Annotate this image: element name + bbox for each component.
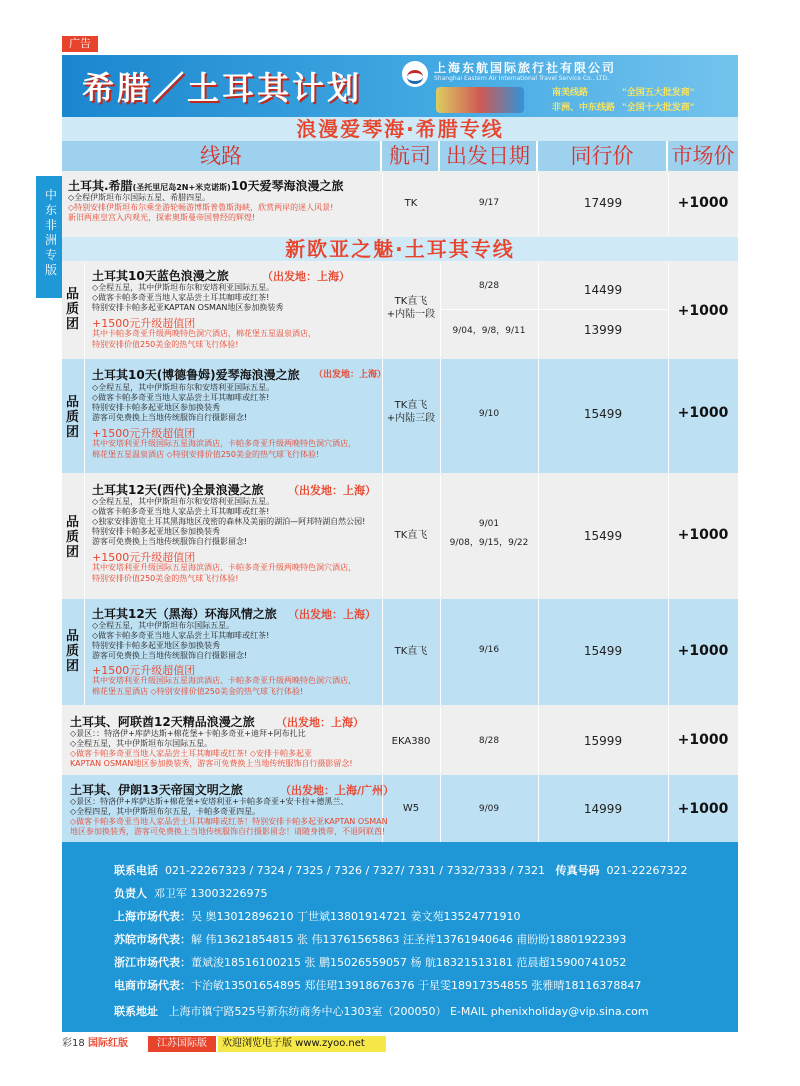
upgrade-detail: 其中安塔利亚升级国际五星海滨酒店，卡帕多奇亚升级两晚特色洞穴酒店，	[92, 439, 356, 448]
side-tab-char: 东	[44, 203, 57, 217]
contact-footer	[62, 842, 738, 1032]
route-detail: KAPTAN OSMAN地区参加换装秀，游客可免费换上当地传统服饰自行摄影留念!	[70, 759, 353, 768]
table-row	[62, 707, 738, 773]
date-cell: 9/08，9/15，9/22	[449, 538, 529, 548]
airline-cell: EKA380	[391, 736, 431, 747]
badge-top-ten: "全国十大批发商"	[622, 103, 695, 113]
badge-africa-middle-east: 非洲、中东线路	[552, 103, 616, 113]
airline-cell: W5	[402, 803, 420, 814]
table-row	[62, 263, 738, 357]
departure-city: （出发地：上海/广州）	[280, 784, 395, 797]
quality-group-label: 品 质 团	[66, 395, 80, 440]
route-detail: 新旧两座皇宫入内观光，探索奥斯曼帝国曾经的辉煌!	[68, 213, 256, 222]
route-table	[62, 117, 738, 842]
date-cell: 9/16	[478, 645, 500, 655]
upgrade-detail: 其中安塔利亚升级国际五星海滨酒店、卡帕多奇亚升级两晚特色洞穴酒店，	[92, 563, 356, 572]
route-detail: 特别安排卡帕多起亚地区参加换装秀	[92, 641, 220, 650]
contact-owner: 负责人 邓卫军 13003226975	[114, 887, 268, 900]
route-detail: ◇景区：特洛伊+库萨达斯+棉花堡+安塔利亚+卡帕多奇亚+安卡拉+德黑兰、	[70, 797, 349, 806]
route-detail: 游客可免费换上当地传统服饰自行摄影留念!	[92, 651, 248, 660]
route-detail: ◇做客卡帕多奇亚当地人家品尝土耳其咖啡或红茶!	[92, 393, 270, 402]
company-name-en: Shanghai Eastern Air International Travel Service Co., LTD.	[434, 75, 610, 82]
route-title: 土耳其12天(西代)全景浪漫之旅	[92, 483, 264, 497]
company-name: 上海东航国际旅行社有限公司	[434, 61, 617, 75]
brand-logo-icon	[436, 87, 524, 113]
route-title: 土耳其.希腊(圣托里尼岛2N+米克诺斯)10天爱琴海浪漫之旅	[68, 179, 344, 193]
price-cell: 17499	[583, 196, 623, 210]
quality-group-label: 品 质 团	[66, 515, 80, 560]
badge-south-america: 南美线路	[552, 88, 589, 98]
market-price-cell: +1000	[677, 405, 729, 421]
route-detail: ◇景区：：特洛伊+库萨达斯+棉花堡+卡帕多奇亚+迪拜+阿布扎比	[70, 729, 306, 738]
date-cell: 8/28	[478, 281, 500, 291]
route-detail: ◇做客卡帕多奇亚当地人家品尝土耳其咖啡或红茶!	[92, 507, 270, 516]
price-cell: 15499	[583, 407, 623, 421]
route-detail: ◇做客卡帕多奇亚当地人家品尝土耳其咖啡或红茶!	[92, 293, 270, 302]
departure-city: （出发地：上海）	[288, 608, 376, 621]
banner	[62, 55, 738, 117]
route-detail: ◇全程五星，其中伊斯坦布尔和安塔利亚国际五星。	[92, 383, 275, 392]
market-price-cell: +1000	[677, 527, 729, 543]
route-title: 土耳其、阿联酋12天精品浪漫之旅	[70, 715, 255, 729]
price-cell: 13999	[583, 323, 623, 337]
upgrade-offer: +1500元升级超值团	[92, 427, 196, 440]
side-tab-char: 非	[44, 218, 57, 232]
side-tab-char: 专	[44, 248, 57, 262]
departure-city: （出发地：上海）	[314, 370, 387, 380]
route-detail: ◇独家安排游览土耳其黑海地区茂密的森林及美丽的湖泊—阿邦特湖自然公园!	[92, 517, 366, 526]
contact-address: 联系地址 上海市镇宁路525号新东纺商务中心1303室（200050） E-MAIL phenixholiday@vip.sina.com	[114, 1005, 649, 1018]
airline-cell: TK直飞	[394, 530, 428, 541]
table-row	[62, 775, 738, 842]
upgrade-detail: 棉花堡五星酒店 ◇特别安排价值250美金的热气球飞行体验!	[92, 687, 304, 696]
table-row	[62, 359, 738, 473]
website-link[interactable]: 欢迎浏览电子版 www.zyoo.net	[218, 1036, 386, 1052]
route-detail: ◇全程五星，其中伊斯坦布尔国际五星。	[92, 621, 235, 630]
route-detail: 地区参加换装秀，游客可免费换上当地传统服饰自行摄影留念！请随身携带，不退阿联酋!	[70, 827, 386, 836]
date-cell: 8/28	[478, 736, 500, 746]
route-title: 土耳其、伊朗13天帝国文明之旅	[70, 783, 243, 797]
airline-logo-icon	[402, 61, 428, 87]
ad-tag: 广告	[62, 36, 98, 52]
route-detail: 游客可免费换上当地传统服饰自行摄影留念!	[92, 413, 248, 422]
route-detail: ◇做客卡帕多奇亚当地人家品尝土耳其咖啡或红茶！特别安排卡帕多起亚KAPTAN OSMAN	[70, 817, 388, 826]
route-detail: 特别安排卡帕多起亚地区参加换装秀	[92, 527, 220, 536]
date-cell: 9/17	[478, 198, 500, 208]
quality-group-label: 品 质 团	[66, 629, 80, 674]
side-tab-char: 中	[44, 188, 57, 202]
route-detail: ◇全程伊斯坦布尔国际五星、希腊四星。	[68, 193, 211, 202]
departure-city: （出发地：上海）	[262, 270, 350, 283]
airline-cell: TK直飞 +内陆一段	[386, 296, 436, 320]
route-detail: ◇做客卡帕多奇亚当地人家品尝土耳其咖啡或红茶! ◇安排卡帕多起亚	[70, 749, 313, 758]
contact-jiangsu-anhui: 苏皖市场代表：解 伟13621854815 张 伟13761565863 汪圣祥13761940646 甫盼盼18801922393	[114, 933, 627, 946]
column-header-route: 线路	[62, 141, 382, 171]
contact-zhejiang: 浙江市场代表：董斌浚18516100215 张 鹏15026559057 杨 航18321513181 范晨超15900741052	[114, 956, 627, 969]
jiangsu-edition-label: 江苏国际版	[148, 1036, 216, 1052]
page-number: 彩18	[62, 1038, 85, 1049]
route-title: 土耳其10天(博德鲁姆)爱琴海浪漫之旅	[92, 368, 300, 382]
upgrade-offer: +1500元升级超值团	[92, 317, 196, 330]
price-cell: 15499	[583, 644, 623, 658]
route-detail: ◇全程五星，其中伊斯坦布尔国际五星。	[70, 739, 213, 748]
table-row	[62, 173, 738, 235]
market-price-cell: +1000	[677, 801, 729, 817]
departure-city: （出发地：上海）	[276, 716, 364, 729]
market-price-cell: +1000	[677, 643, 729, 659]
section-header-turkey: 新欧亚之魅·土耳其专线	[62, 237, 738, 261]
route-detail: 特别安排卡帕多起亚地区参加换装秀	[92, 403, 220, 412]
route-title: 土耳其12天（黑海）环海风情之旅	[92, 607, 277, 621]
quality-group-label: 品 质 团	[66, 287, 80, 332]
market-price-cell: +1000	[677, 303, 729, 319]
side-tab-char: 洲	[44, 233, 57, 247]
market-price-cell: +1000	[677, 732, 729, 748]
contact-shanghai: 上海市场代表：吴 奥13012896210 丁世斌13801914721 姜文苑13524771910	[114, 910, 521, 923]
price-cell: 15999	[583, 734, 623, 748]
side-tab-char: 版	[44, 263, 57, 277]
upgrade-offer: +1500元升级超值团	[92, 664, 196, 677]
route-detail: ◇全程四星，其中伊斯坦布尔五星，卡帕多奇亚四星。	[70, 807, 261, 816]
route-detail: ◇全程五星，其中伊斯坦布尔和安塔利亚国际五星。	[92, 497, 275, 506]
price-cell: 15499	[583, 529, 623, 543]
price-cell: 14499	[583, 283, 623, 297]
date-cell: 9/04，9/8，9/11	[452, 326, 526, 336]
upgrade-detail: 特别安排价值250美金的热气球飞行体验!	[92, 340, 239, 349]
contact-phone: 联系电话 021-22267323 / 7324 / 7325 / 7326 / 7327/ 7331 / 7332/7333 / 7321 传真号码 021-22267322	[114, 864, 688, 877]
column-header-date: 出发日期	[440, 141, 538, 171]
upgrade-detail: 其中安塔利亚升级国际五星海滨酒店、卡帕多奇亚升级两晚特色洞穴酒店，	[92, 676, 356, 685]
upgrade-detail: 棉花堡五星温泉酒店 ◇特别安排价值250美金的热气球飞行体验!	[92, 450, 320, 459]
table-row	[62, 599, 738, 705]
market-price-cell: +1000	[677, 195, 729, 211]
route-detail: 游客可免费换上当地传统服饰自行摄影留念!	[92, 537, 248, 546]
airline-cell: TK直飞 +内陆三段	[386, 400, 436, 424]
route-detail: ◇做客卡帕多奇亚当地人家品尝土耳其咖啡或红茶!	[92, 631, 270, 640]
departure-city: （出发地：上海）	[288, 484, 376, 497]
column-header-market-price: 市场价	[668, 141, 738, 171]
route-detail: 特别安排卡帕多起亚KAPTAN OSMAN地区参加换装秀	[92, 303, 284, 312]
edition-label: 国际红版	[88, 1038, 128, 1049]
price-cell: 14999	[583, 802, 623, 816]
upgrade-detail: 其中卡帕多奇亚升级两晚特色洞穴酒店，棉花堡五星温泉酒店，	[92, 329, 316, 338]
column-header-peer-price: 同行价	[538, 141, 668, 171]
upgrade-detail: 特别安排价值250美金的热气球飞行体验!	[92, 574, 239, 583]
date-cell: 9/01	[478, 519, 500, 529]
route-detail: ◇全程五星，其中伊斯坦布尔和安塔利亚国际五星。	[92, 283, 275, 292]
badge-top-five: "全国五大批发商"	[622, 88, 695, 98]
section-header-greece: 浪漫爱琴海·希腊专线	[62, 117, 738, 141]
table-row	[62, 475, 738, 597]
contact-ecommerce: 电商市场代表：卞治敏13501654895 郑佳珺13918676376 于星雯18917354855 张雅晴18116378847	[114, 979, 642, 992]
route-detail: ◇特别安排伊斯坦布尔乘坐游轮畅游博斯普鲁斯海峡，欣赏两岸的迷人风景!	[68, 203, 334, 212]
date-cell: 9/09	[478, 804, 500, 814]
upgrade-offer: +1500元升级超值团	[92, 551, 196, 564]
column-header-airline: 航司	[382, 141, 440, 171]
banner-title: 希腊／土耳其计划	[82, 69, 363, 107]
airline-cell: TK直飞	[394, 646, 428, 657]
route-title: 土耳其10天蓝色浪漫之旅	[92, 269, 229, 283]
airline-cell: TK	[404, 198, 418, 209]
date-cell: 9/10	[478, 409, 500, 419]
